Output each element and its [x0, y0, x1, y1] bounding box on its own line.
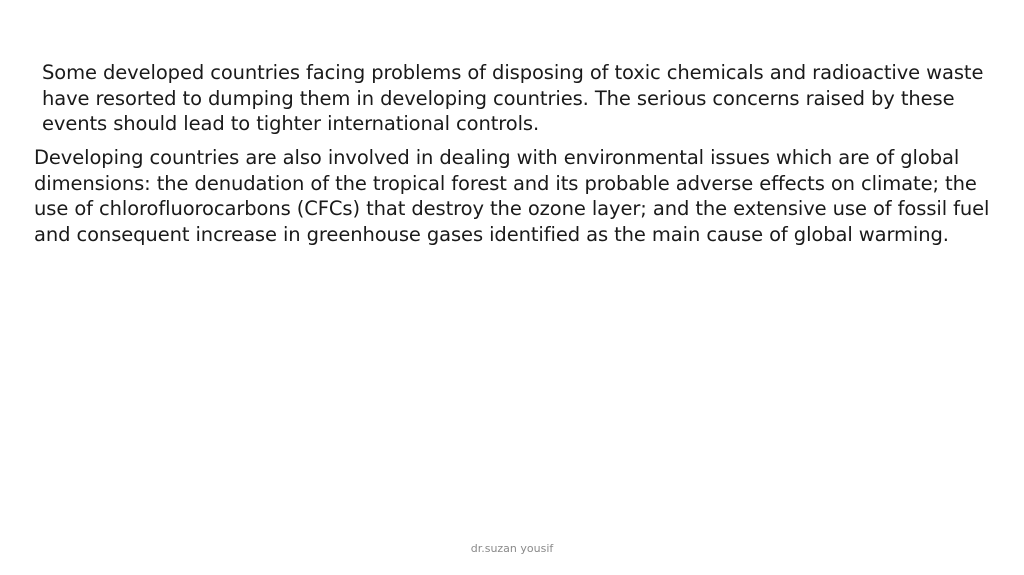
paragraph-toxic-waste: Some developed countries facing problems of disposing of toxic chemicals and radioactive waste have resorted to dumping them in developing countries. The serious concerns raised by these events should lead to tighter international controls.: [42, 61, 984, 135]
paragraph-global-issues: Developing countries are also involved in dealing with environmental issues which are of global dimensions: the denudation of the tropical forest and its probable adverse effects on climate; the use of chlorofluorocarbons (CFCs) that destroy the ozone layer; and the extensive use of fossil fuel and consequent increase in greenhouse gases identified as the main cause of global warming.: [34, 146, 990, 246]
footer-author: dr.suzan yousif: [470, 542, 554, 555]
